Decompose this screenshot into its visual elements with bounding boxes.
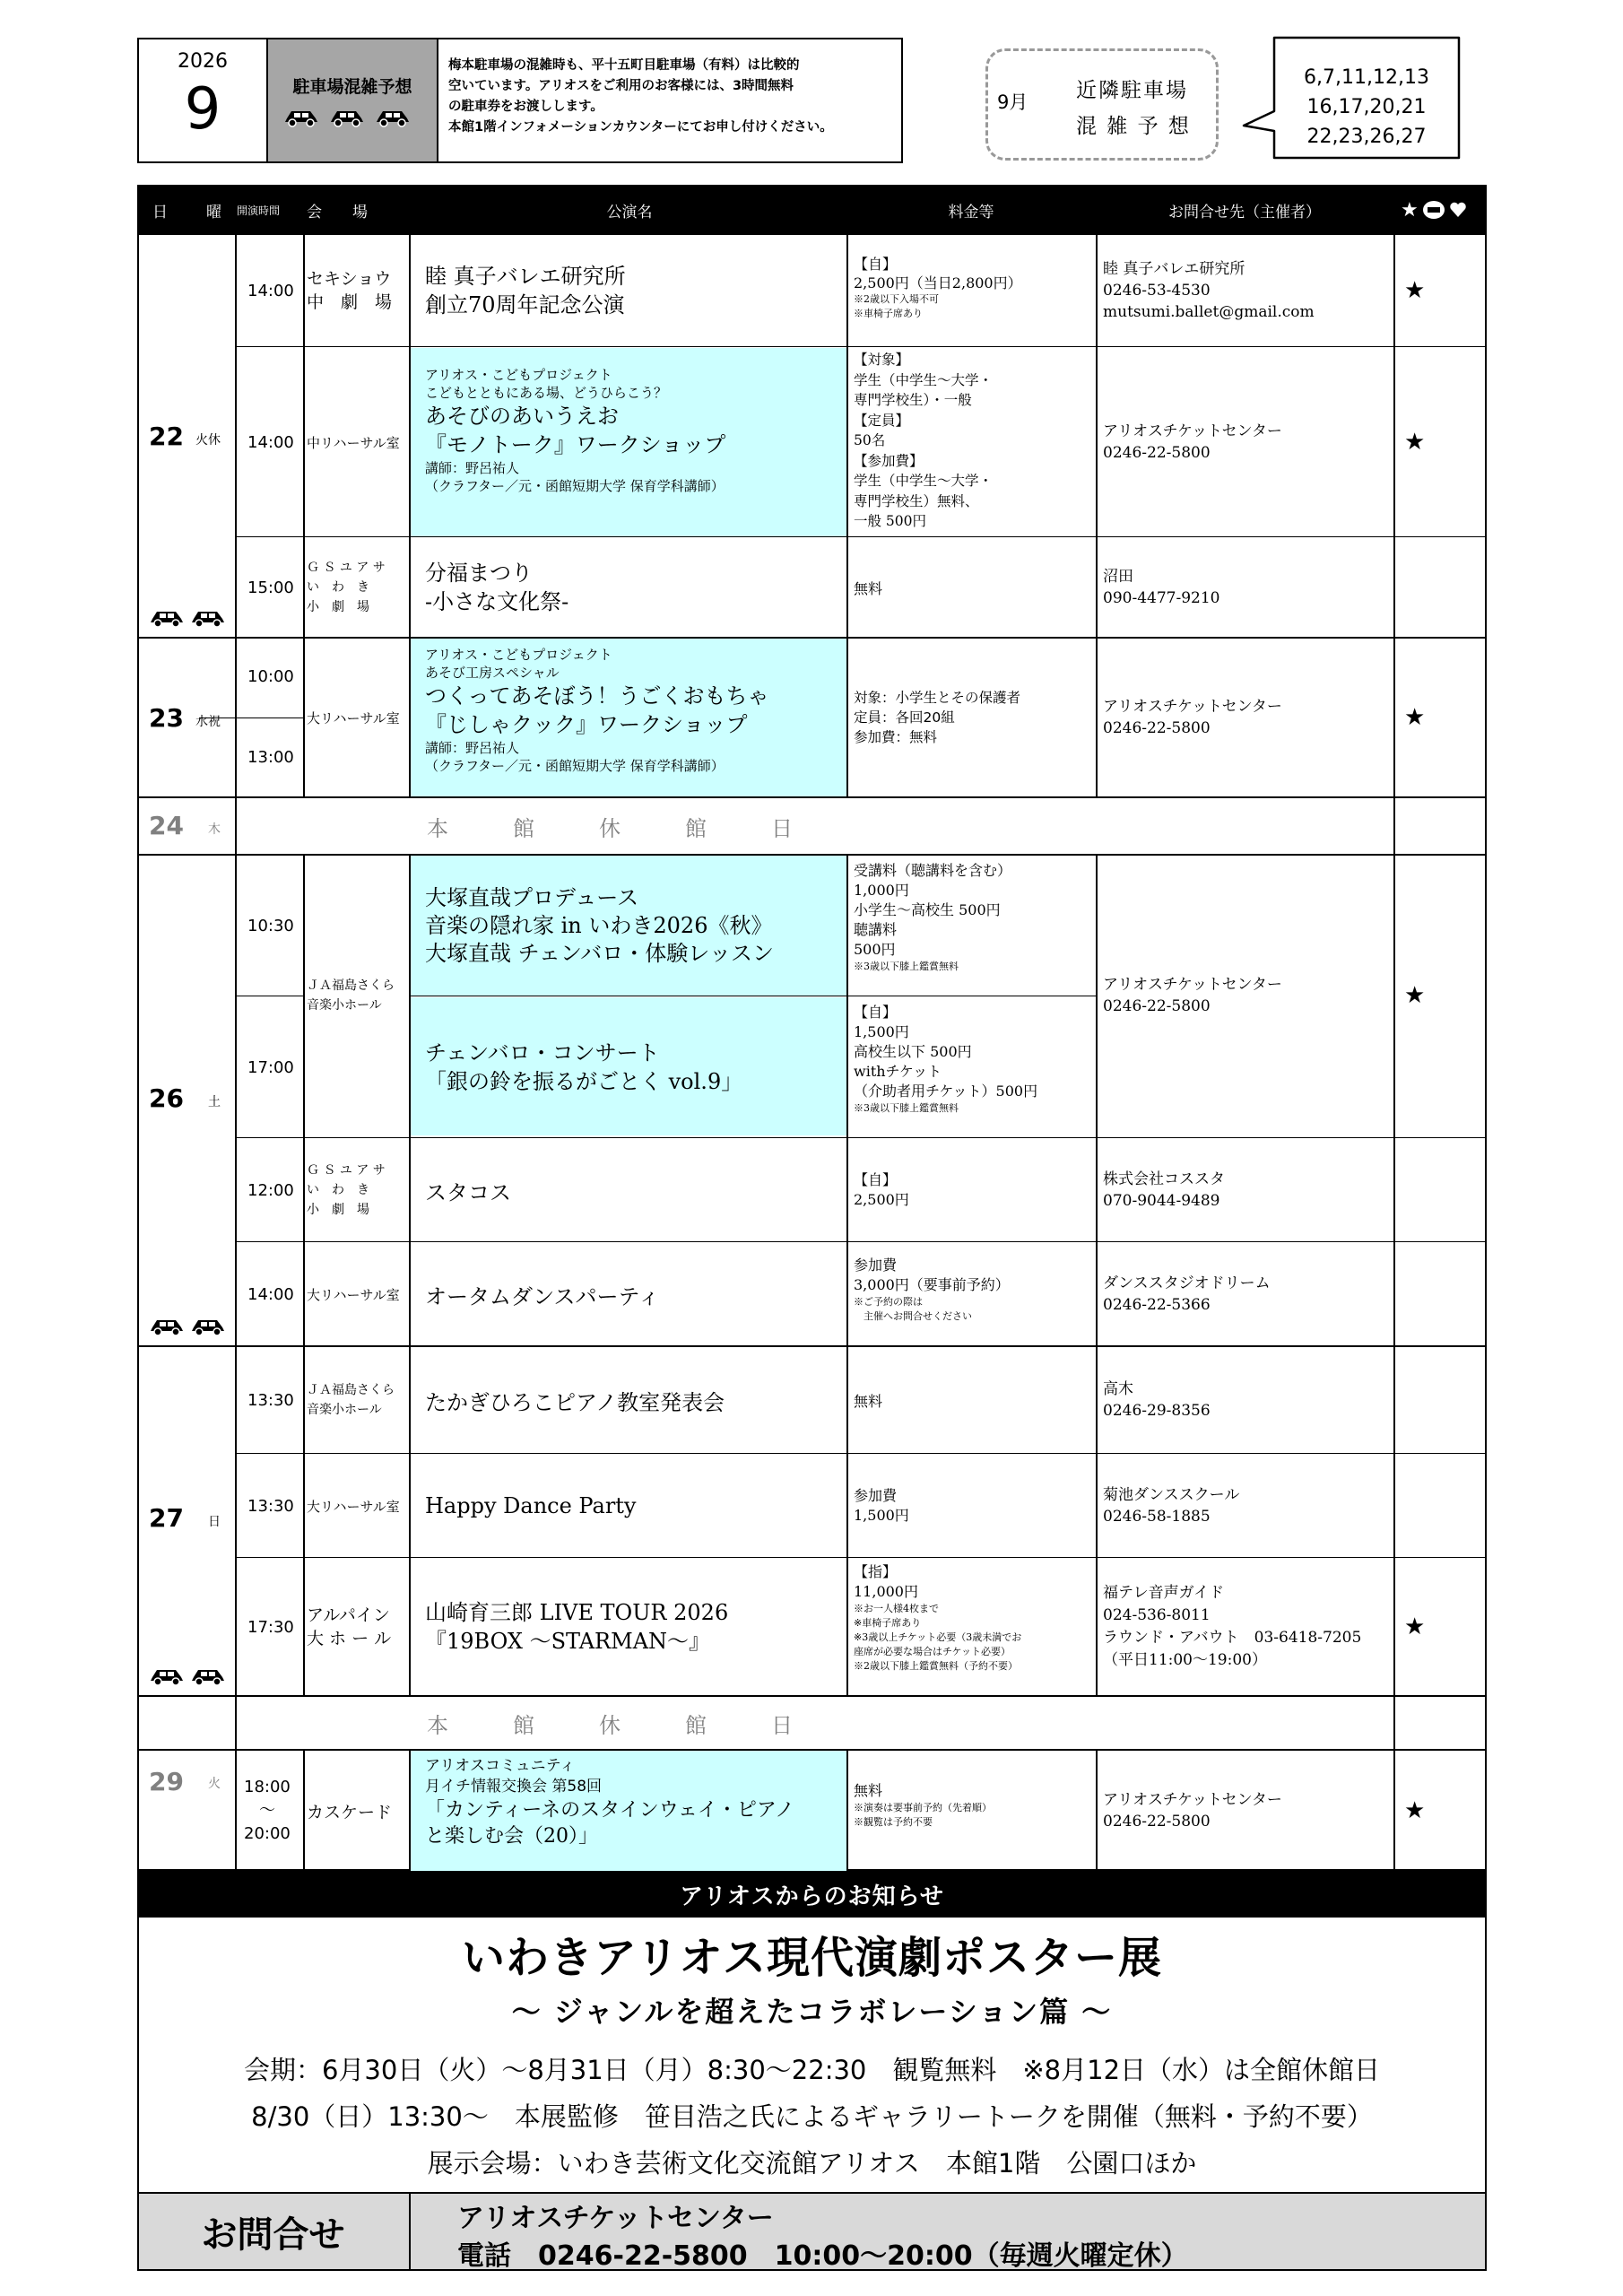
fee-note: ※3歳以下膝上鑑賞無料 (854, 1102, 959, 1114)
fee-main: 受講料（聴講料を含む） 1,000円 小学生～高校生 500円 聴講料 500円 (854, 862, 1012, 958)
col-line-contact (1096, 235, 1098, 1871)
fee-note: ※2歳以下入場不可 ※車椅子席あり (854, 293, 939, 319)
parking-forecast-label: 駐車場混雑予想 (292, 77, 412, 97)
fee (854, 1003, 1096, 1116)
car-icon (283, 106, 319, 127)
contact: ダンススタジオドリーム 0246-22-5366 (1103, 1274, 1271, 1314)
fee-main: 【自】 2,500円（当日2,800円） (854, 256, 1022, 291)
nearby-month: 9月 (997, 91, 1028, 113)
car-icon (149, 1315, 185, 1336)
event-title: 山崎育三郎 LIVE TOUR 2026 『19BOX ～STARMAN～』 (425, 1600, 729, 1654)
contact: 菊池ダンススクール 0246-58-1885 (1103, 1486, 1240, 1526)
notice-bar (137, 1871, 1487, 1918)
parking-forecast-box (266, 38, 438, 163)
time: 14:00 (247, 432, 294, 452)
row-sep (235, 536, 1487, 537)
contact: 沼田 090-4477-9210 (1103, 568, 1220, 607)
star-icon: ★ (1401, 198, 1419, 222)
closed-29-bg (237, 1697, 1483, 1749)
car-icon (190, 1665, 226, 1686)
fee (854, 255, 1096, 321)
notice-title: いわきアリオス現代演劇ポスター展 (461, 1933, 1163, 1983)
footer-label (137, 2192, 409, 2271)
day-23-weekday: 水祝 (195, 715, 221, 729)
time: 17:30 (247, 1617, 294, 1637)
event-title-block (425, 366, 846, 495)
day-22-weekday: 火休 (195, 433, 221, 448)
day-26-weekday: 土 (208, 1095, 221, 1109)
contact: アリオスチケットセンター 0246-22-5800 (1103, 1791, 1282, 1831)
fee: 対象：小学生とその保護者 定員：各回20組 参加費：無料 (854, 690, 1021, 745)
fee: 【対象】 学生（中学生～大学・ 専門学校生）・一般 【定員】 50名 【参加費】 学生（中学生～大学・ 専門学校生）無料、 一般 500円 (854, 352, 994, 529)
day-sep-29 (137, 1695, 1487, 1697)
star-mark: ★ (1404, 704, 1426, 731)
time: 17:00 (247, 1057, 294, 1077)
event-title: あそびのあいうえお 『モノトーク』ワークショップ (425, 404, 726, 457)
header-contact: お問合せ先（主催者） (1168, 203, 1321, 222)
event-title: Happy Dance Party (425, 1493, 637, 1518)
star-mark: ★ (1404, 429, 1426, 456)
car-icon (190, 606, 226, 628)
closed-day-29: 本 館 休 館 日 (427, 1712, 793, 1738)
time-start: 10:00 (247, 667, 294, 686)
venue: 大リハーサル室 (307, 1286, 400, 1303)
fee-main: 無料 (854, 1782, 883, 1799)
car-icon (375, 106, 411, 127)
day-23-number: 23 (149, 703, 184, 733)
day-27-cars (149, 1665, 231, 1690)
parking-forecast-cars (283, 106, 427, 133)
car-icon (190, 1315, 226, 1336)
event-title: オータムダンスパーティ (425, 1283, 660, 1309)
venue: 中リハーサル室 (307, 434, 400, 451)
venue: 大リハーサル室 (307, 709, 400, 726)
fee-note: ※3歳以下膝上鑑賞無料 (854, 961, 959, 972)
fee (854, 861, 1096, 974)
fee: 【自】 2,500円 (854, 1171, 909, 1208)
contact: 福テレ音声ガイド 024-536-8011 ラウンド・アバウト 03-6418-7205 （平日11:00～19:00） (1103, 1584, 1362, 1669)
fee-main: 【指】 11,000円 (854, 1563, 918, 1600)
closed-day-24: 本 館 休 館 日 (427, 815, 793, 841)
fee (854, 1562, 1096, 1674)
support-icon (1422, 200, 1445, 220)
notice-dates: 会期：6月30日（火）～8月31日（月）8:30～22:30 観覧無料 ※8月12日（水）は全館休館日 (243, 2055, 1381, 2085)
event-series: アリオス・こどもプロジェクト こどもとともにある場、どうひらこう？ (425, 367, 668, 401)
fee: 無料 (854, 579, 883, 597)
day-27-number: 27 (149, 1503, 184, 1533)
star-mark: ★ (1404, 982, 1426, 1009)
col-line-time (235, 235, 237, 1871)
notice-subtitle: ～ ジャンルを超えたコラボレーション篇 ～ (511, 1995, 1113, 2029)
car-icon (329, 106, 365, 127)
day-26-cars (149, 1315, 231, 1340)
time: 14:00 (247, 281, 294, 300)
event-title: 分福まつり -小さな文化祭- (425, 561, 569, 614)
fee-main: 参加費 3,000円（要事前予約） (854, 1257, 1010, 1293)
venue: ＪＡ福島さくら 音楽小ホール (307, 978, 395, 1013)
day-24-weekday: 木 (208, 822, 221, 837)
footer-label-text: お問合せ (201, 2213, 345, 2256)
car-icon (149, 606, 185, 628)
row-sep (235, 1453, 1487, 1454)
star-mark: ★ (1404, 1797, 1426, 1824)
footer-divider (409, 2192, 411, 2271)
time: 18:00 ～ 20:00 (244, 1778, 291, 1843)
event-title: つくってあそぼう！うごくおもちゃ 『じしゃクック』ワークショップ (425, 683, 769, 737)
header-marks (1401, 185, 1467, 235)
contact: アリオスチケットセンター 0246-22-5800 (1103, 976, 1282, 1015)
venue: 大リハーサル室 (307, 1498, 400, 1515)
day-22-cars (149, 606, 231, 631)
header-time: 開演時間 (237, 204, 281, 217)
header-title: 公演名 (606, 203, 653, 222)
day-26-number: 26 (149, 1083, 184, 1113)
parking-notice: 梅本駐車場の混雑時も、平十五町目駐車場（有料）は比較的 空いています。アリオスをご利用のお客様には、3時間無料 の駐車券をお渡しします。 本館1階インフォメーションカウンターにてお申し付けください。 (448, 58, 833, 135)
time: 13:30 (247, 1496, 294, 1516)
day-29-number: 29 (149, 1767, 184, 1796)
event-title: 「カンティーネのスタインウェイ・ピアノ と楽しむ会（20）」 (425, 1799, 795, 1848)
contact: 株式会社コススタ 070-9044-9489 (1103, 1170, 1225, 1210)
fee-note: ※演奏は要事前予約（先着順） ※観覧は予約不要 (854, 1802, 992, 1828)
col-line-marks (1393, 235, 1395, 1871)
fee-main: 【自】 1,500円 高校生以下 500円 withチケット （介助者用チケット）500円 (854, 1004, 1038, 1100)
venue: Ｇ Ｓ ユ ア サ い わ き 小 劇 場 (307, 1163, 386, 1217)
footer-phone: 電話 0246-22-5800 10:00～20:00（毎週火曜定休） (457, 2240, 1188, 2272)
event-title: たかぎひろこピアノ教室発表会 (425, 1389, 725, 1415)
notice-bar-label: アリオスからのお知らせ (680, 1883, 944, 1910)
closed-24-bg (237, 798, 1483, 854)
event-title-block (425, 646, 846, 775)
notice-gallery-talk: 8/30（日）13:30～ 本展監修 笹目浩之氏によるギャラリートークを開催（無料・予約不要） (251, 2101, 1373, 2132)
fee: 参加費 1,500円 (854, 1487, 909, 1524)
contact: アリオスチケットセンター 0246-22-5800 (1103, 422, 1282, 462)
day-29-weekday: 火 (208, 1777, 221, 1791)
venue: カスケード (307, 1802, 393, 1822)
contact: アリオスチケットセンター 0246-22-5800 (1103, 698, 1282, 737)
day-24-number: 24 (149, 811, 184, 840)
event-series: アリオス・こどもプロジェクト あそび工房スペシャル (425, 647, 612, 681)
car-icon (149, 1665, 185, 1686)
day-27-weekday: 日 (208, 1515, 221, 1529)
month-number: 9 (184, 76, 221, 143)
venue: アルパイン 大 ホ ー ル (307, 1605, 392, 1648)
venue: Ｇ Ｓ ユ ア サ い わ き 小 劇 場 (307, 561, 386, 614)
star-mark: ★ (1404, 1613, 1426, 1640)
row-sep (235, 346, 1487, 347)
event-instructor: 講師：野呂祐人 （クラフター／元・函館短期大学 保育学科講師） (425, 460, 725, 494)
day-22-number: 22 (149, 422, 184, 451)
fee (854, 1781, 1096, 1830)
star-mark: ★ (1404, 277, 1426, 304)
event-instructor: 講師：野呂祐人 （クラフター／元・函館短期大学 保育学科講師） (425, 740, 725, 774)
venue: ＪＡ福島さくら 音楽小ホール (307, 1383, 395, 1417)
nearby-dates: 6,7,11,12,13 16,17,20,21 22,23,26,27 (1304, 66, 1429, 148)
day-sep-26 (137, 854, 1487, 856)
closed-24-right (1393, 798, 1395, 854)
event-title: チェンバロ・コンサート 「銀の鈴を振るがごとく vol.9」 (425, 1040, 743, 1094)
row-sep (235, 1137, 1487, 1138)
time: 14:00 (247, 1284, 294, 1304)
event-title: 大塚直哉プロデュース 音楽の隠れ家 in いわき2026《秋》 大塚直哉 チェンバロ・体験レッスン (425, 884, 774, 966)
event-series: アリオスコミュニティ 月イチ情報交換会 第58回 (425, 1757, 603, 1796)
notice-venue: 展示会場：いわき芸術文化交流館アリオス 本館1階 公園口ほか (427, 2148, 1197, 2179)
day-sep-24 (137, 796, 1487, 798)
time: 13:30 (247, 1390, 294, 1410)
heart-icon (1449, 201, 1467, 219)
header-fee: 料金等 (948, 203, 994, 222)
header-day: 日 (152, 203, 168, 222)
closed-29-right (1393, 1697, 1395, 1749)
fee (854, 1256, 1096, 1324)
fee-note: ※ご予約の際は 主催へお問合せください (854, 1296, 972, 1322)
contact: 睦 真子バレエ研究所 0246-53-4530 mutsumi.ballet@gmail.com (1103, 260, 1315, 321)
fee-note: ※お一人様4枚まで ※車椅子席あり ※3歳以上チケット必要（3歳未満でお 座席が必要な場合はチケット必要） ※2歳以下膝上鑑賞無料（予約不要） (854, 1603, 1022, 1672)
row-sep (235, 1241, 1487, 1242)
event-title: 睦 真子バレエ研究所 創立70周年記念公演 (425, 264, 626, 317)
time: 10:30 (247, 916, 294, 935)
time: 15:00 (247, 578, 294, 597)
event-title-block (425, 1756, 846, 1849)
event-title: スタコス (425, 1179, 511, 1205)
time-second: 13:00 (247, 748, 294, 767)
row-sep (235, 1557, 1487, 1558)
col-line-fee (846, 235, 848, 1871)
col-line-venue (303, 235, 305, 1871)
time: 12:00 (247, 1180, 294, 1200)
header-weekday: 曜 (206, 203, 221, 222)
contact: 高木 0246-29-8356 (1103, 1380, 1211, 1420)
header-venue: 会 場 (307, 203, 368, 222)
year-label: 2026 (178, 50, 228, 73)
fee: 無料 (854, 1392, 883, 1410)
nearby-title-2: 混 雑 予 想 (1076, 115, 1191, 138)
venue: セキショウ 中 劇 場 (307, 269, 393, 312)
nearby-title-1: 近隣駐車場 (1076, 79, 1188, 102)
footer-ticket-center: アリオスチケットセンター (457, 2203, 774, 2234)
